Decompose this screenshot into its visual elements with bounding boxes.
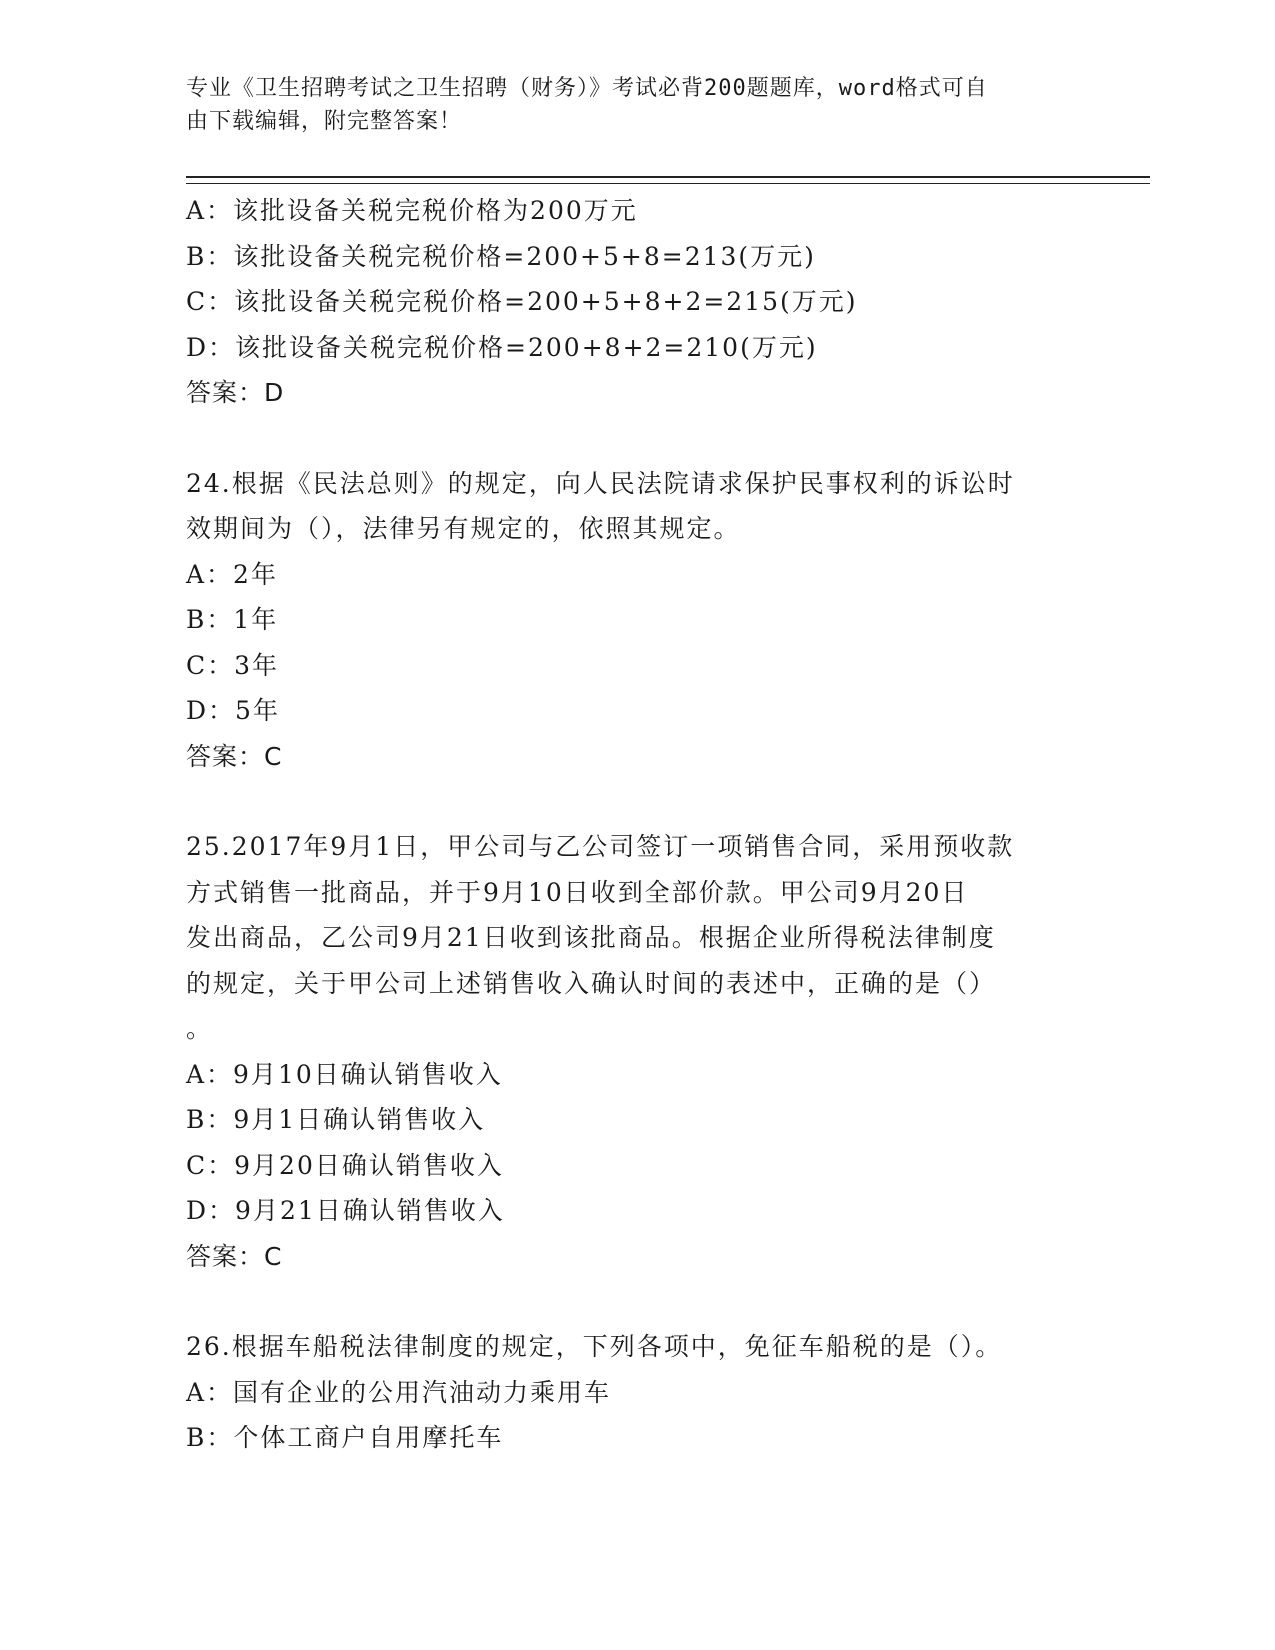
option-c: C：9月20日确认销售收入	[186, 1150, 504, 1180]
question-23	[186, 188, 1086, 416]
answer-line: 答案：C	[186, 741, 283, 771]
option-b: B：个体工商户自用摩托车	[186, 1423, 504, 1452]
question-26	[186, 1324, 1086, 1461]
document-header	[186, 72, 1066, 138]
document-body	[186, 188, 1086, 1461]
answer-line: 答案：D	[186, 378, 285, 407]
option-a: A：该批设备关税完税价格为200万元	[186, 196, 638, 225]
option-d: D：5年	[186, 696, 280, 725]
option-b: B：1年	[186, 605, 279, 634]
question-25	[186, 824, 1086, 1279]
option-b: B：9月1日确认销售收入	[186, 1105, 486, 1134]
option-a: A：国有企业的公用汽油动力乘用车	[186, 1377, 612, 1407]
answer-line: 答案：C	[186, 1241, 283, 1271]
header-divider-thick	[186, 176, 1150, 178]
header-divider-thin	[186, 183, 1150, 184]
header-line-2: 由下载编辑，附完整答案！	[186, 109, 463, 134]
question-text-line: 25.2017年9月1日，甲公司与乙公司签订一项销售合同，采用预收款	[186, 832, 1015, 861]
question-24	[186, 461, 1086, 780]
option-b: B：该批设备关税完税价格=200+5+8=213(万元)	[186, 241, 816, 271]
question-text-line: 24.根据《民法总则》的规定，向人民法院请求保护民事权利的诉讼时	[186, 468, 1015, 498]
option-c: C：3年	[186, 650, 280, 680]
option-a: A：2年	[186, 559, 278, 589]
option-d: D：9月21日确认销售收入	[186, 1196, 505, 1225]
question-text-line: 。	[186, 1014, 214, 1043]
question-text-line: 的规定，关于甲公司上述销售收入确认时间的表述中，正确的是（）	[186, 968, 997, 998]
question-text-line: 26.根据车船税法律制度的规定，下列各项中，免征车船税的是（）。	[186, 1332, 1003, 1361]
question-text-line: 方式销售一批商品，并于9月10日收到全部价款。甲公司9月20日	[186, 877, 969, 907]
option-a: A：9月10日确认销售收入	[186, 1059, 503, 1089]
option-c: C：该批设备关税完税价格=200+5+8+2=215(万元)	[186, 287, 858, 316]
question-text-line: 效期间为（），法律另有规定的，依照其规定。	[186, 514, 741, 543]
question-text-line: 发出商品，乙公司9月21日收到该批商品。根据企业所得税法律制度	[186, 923, 996, 952]
header-line-1: 专业《卫生招聘考试之卫生招聘（财务）》考试必背200题题库，word格式可自	[186, 76, 988, 101]
option-d: D：该批设备关税完税价格=200+8+2=210(万元)	[186, 332, 818, 362]
